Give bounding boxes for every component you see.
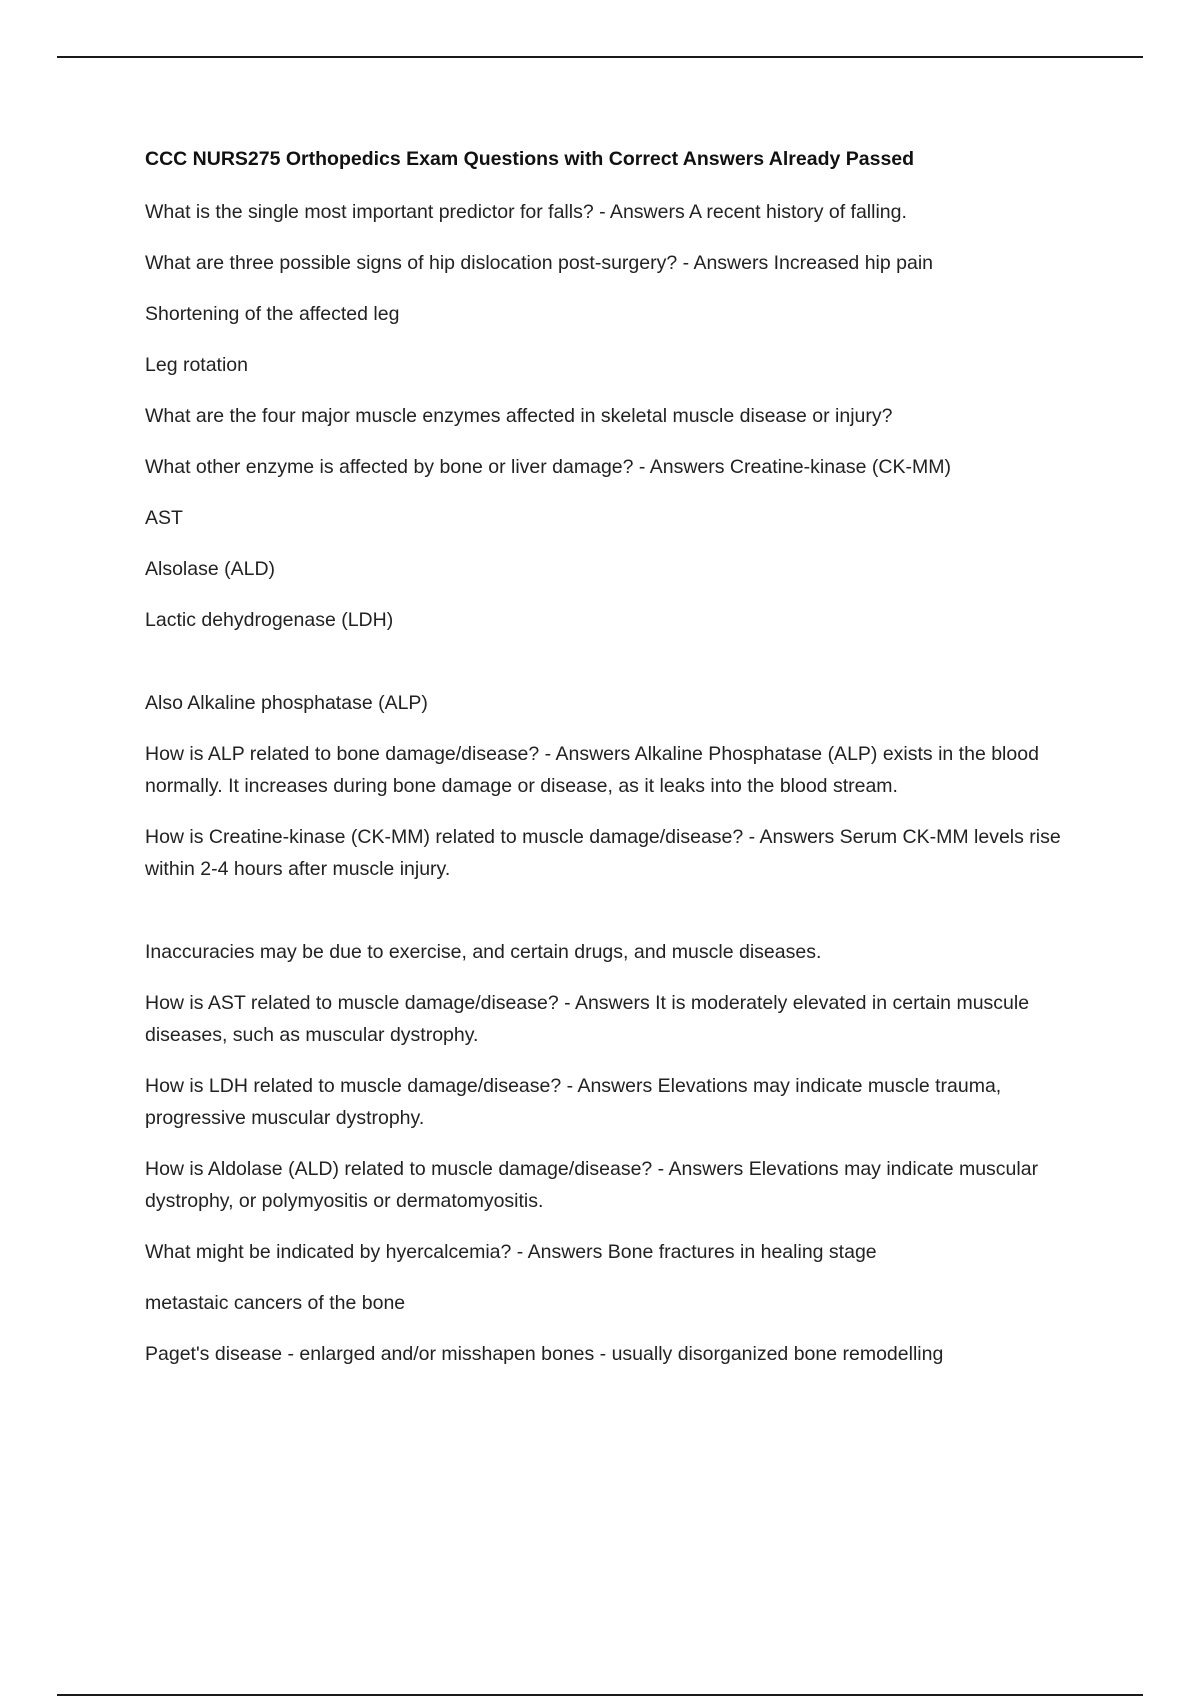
header-rule <box>57 56 1143 58</box>
paragraph: Alsolase (ALD) <box>145 558 276 580</box>
paragraph: How is ALP related to bone damage/disease? - Answers Alkaline Phosphatase (ALP) exists in the blood normally. It increases during bone damage or disease, as it leaks into the blood stream. <box>145 743 1039 797</box>
paragraph: metastaic cancers of the bone <box>145 1292 406 1314</box>
paragraph: How is AST related to muscle damage/disease? - Answers It is moderately elevated in certain muscule diseases, such as muscular dystrophy. <box>145 992 1030 1046</box>
paragraph: What are three possible signs of hip dislocation post-surgery? - Answers Increased hip pain <box>145 252 933 274</box>
paragraph: AST <box>145 507 183 529</box>
paragraph: What is the single most important predictor for falls? - Answers A recent history of falling. <box>145 201 907 223</box>
paragraph: Lactic dehydrogenase (LDH) <box>145 609 394 631</box>
paragraph: Shortening of the affected leg <box>145 303 400 325</box>
paragraph: What are the four major muscle enzymes affected in skeletal muscle disease or injury? <box>145 405 893 427</box>
paragraph: Paget's disease - enlarged and/or misshapen bones - usually disorganized bone remodelling <box>145 1343 944 1365</box>
paragraph: What other enzyme is affected by bone or liver damage? - Answers Creatine-kinase (CK-MM) <box>145 456 951 478</box>
paragraph: Leg rotation <box>145 354 248 376</box>
paragraph: How is Aldolase (ALD) related to muscle damage/disease? - Answers Elevations may indicate muscular dystrophy, or polymyositis or dermatomyositis. <box>145 1158 1039 1212</box>
document-title: CCC NURS275 Orthopedics Exam Questions with Correct Answers Already Passed <box>145 148 915 170</box>
document-body <box>145 145 1095 1389</box>
footer-rule <box>57 1694 1143 1696</box>
paragraph: Inaccuracies may be due to exercise, and certain drugs, and muscle diseases. <box>145 941 822 963</box>
paragraph: What might be indicated by hyercalcemia? - Answers Bone fractures in healing stage <box>145 1241 877 1263</box>
paragraph: Also Alkaline phosphatase (ALP) <box>145 692 428 714</box>
paragraph: How is Creatine-kinase (CK-MM) related to muscle damage/disease? - Answers Serum CK-MM levels rise within 2-4 hours after muscle injury. <box>145 826 1061 880</box>
paragraph: How is LDH related to muscle damage/disease? - Answers Elevations may indicate muscle trauma, progressive muscular dystrophy. <box>145 1075 1002 1129</box>
